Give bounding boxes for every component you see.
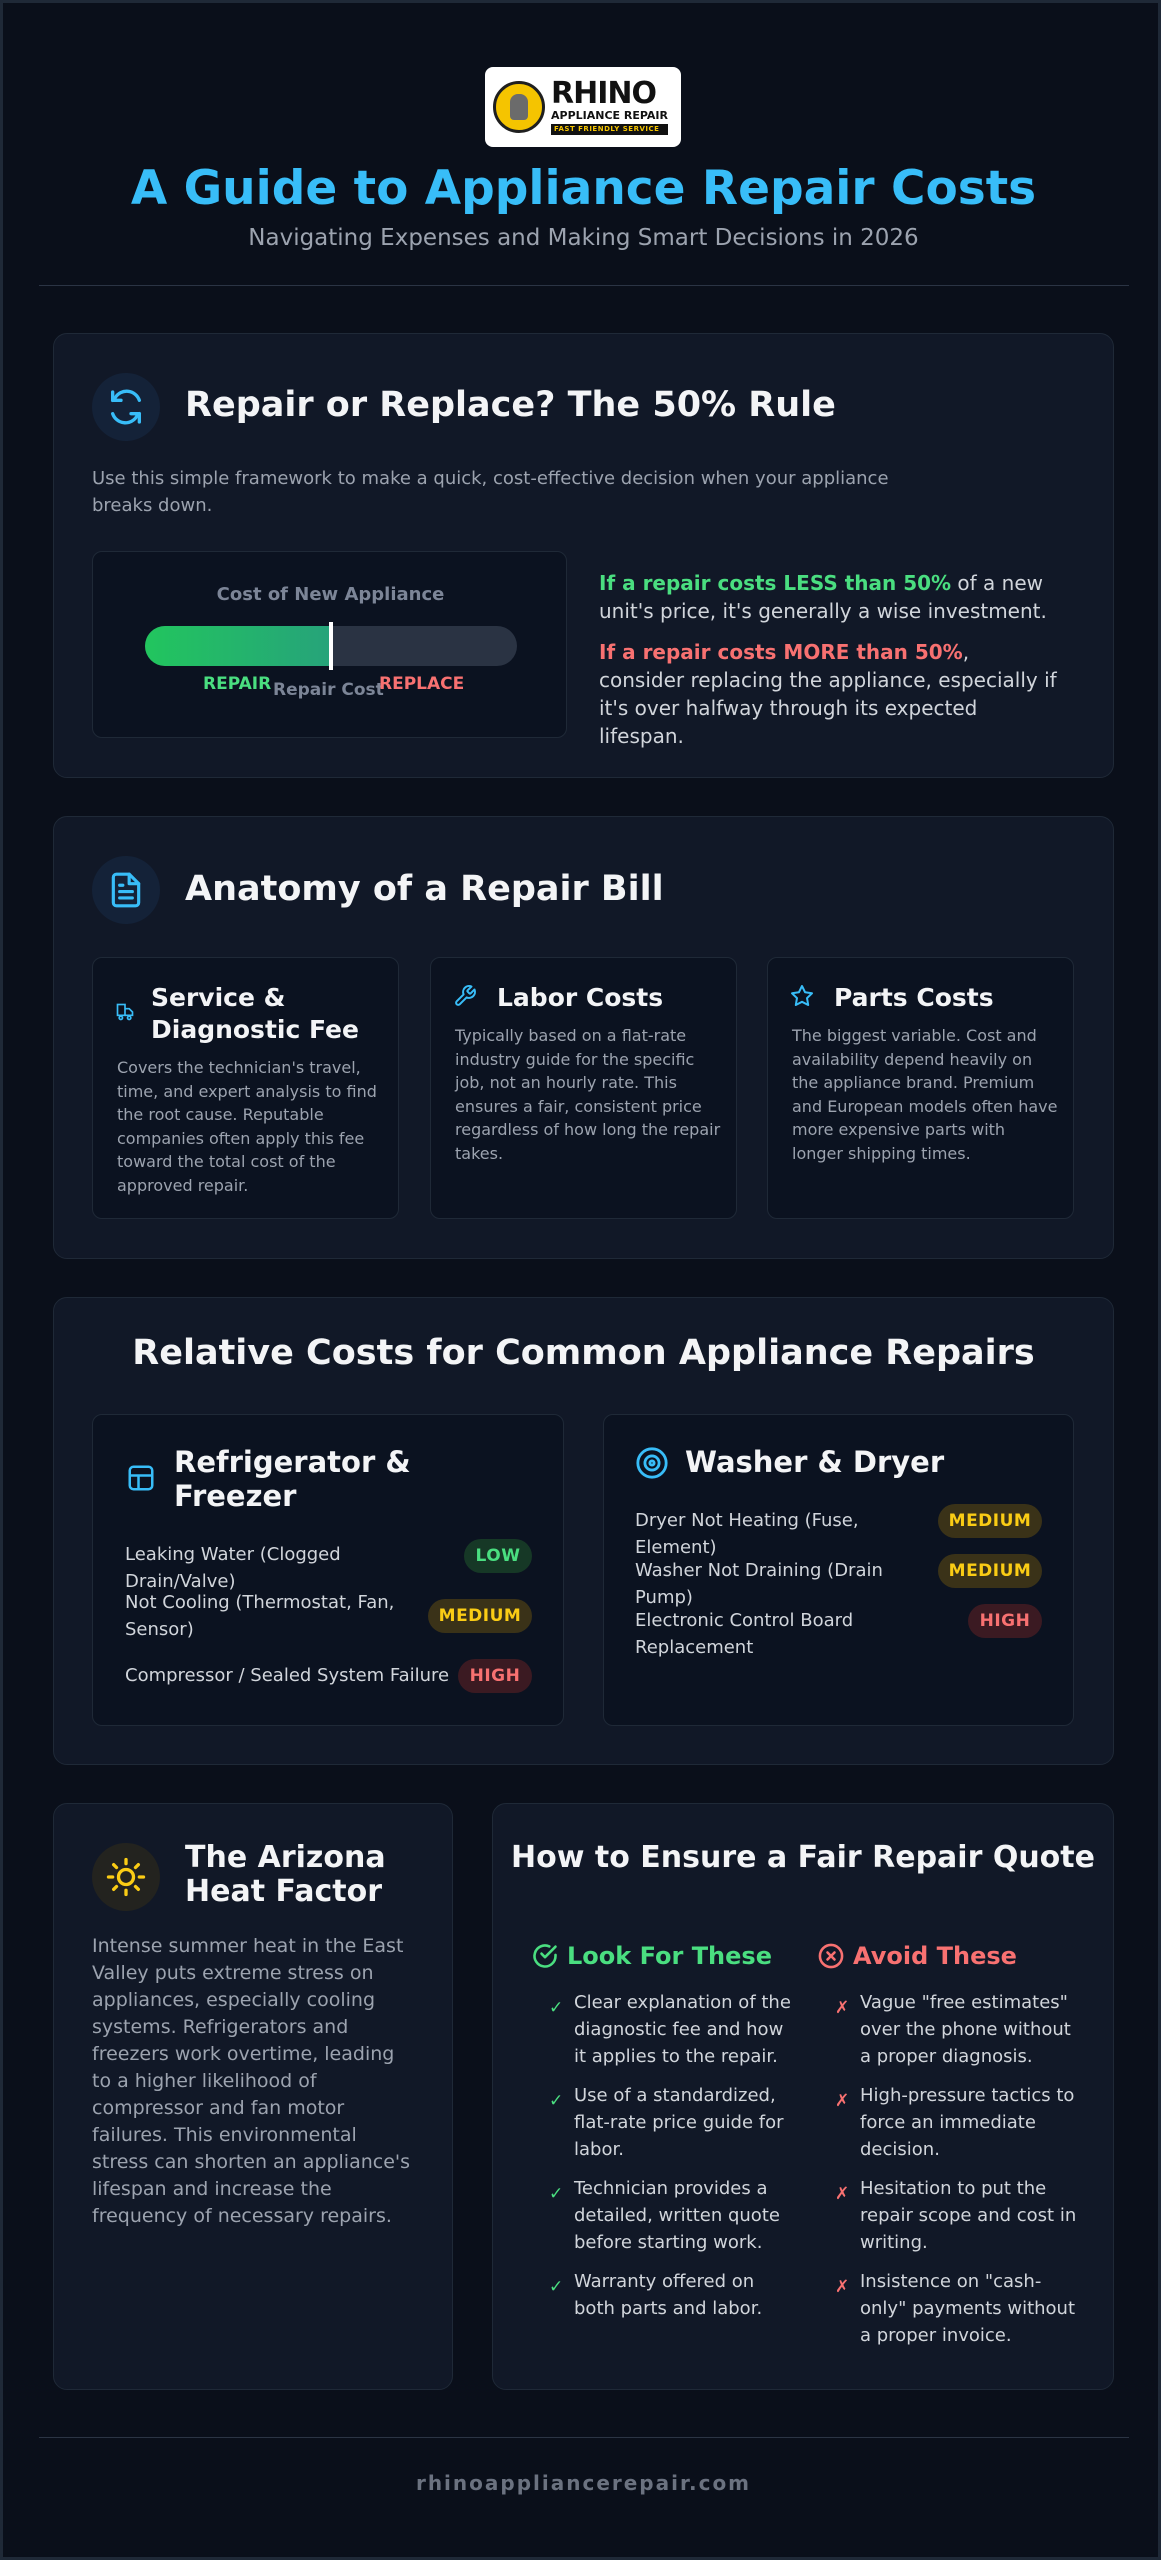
washer-icon xyxy=(635,1446,669,1484)
refresh-icon xyxy=(92,373,160,441)
rule-less-highlight: If a repair costs LESS than 50% xyxy=(599,571,952,595)
cost-bar-fill xyxy=(145,626,331,666)
page-title: A Guide to Appliance Repair Costs xyxy=(130,161,1037,216)
parts-costs-card xyxy=(767,957,1074,1219)
fair-quote-title: How to Ensure a Fair Repair Quote xyxy=(511,1840,1095,1875)
cross-icon: ✗ xyxy=(835,2091,850,2111)
parts-costs-title: Parts Costs xyxy=(834,983,994,1012)
check-icon: ✓ xyxy=(549,1998,564,2018)
fridge-row-label: Compressor / Sealed System Failure xyxy=(125,1665,450,1686)
labor-costs-title: Labor Costs xyxy=(497,983,664,1012)
rule-title: Repair or Replace? The 50% Rule xyxy=(185,385,836,425)
fridge-row-label: Leaking Water (Clogged Drain/Valve) xyxy=(125,1544,341,1592)
sun-icon xyxy=(92,1843,160,1911)
washer-row-label: Washer Not Draining (Drain Pump) xyxy=(635,1560,883,1608)
bar-top-label: Cost of New Appliance xyxy=(216,584,445,605)
labor-costs-card xyxy=(430,957,737,1219)
look-for-title: Look For These xyxy=(567,1942,772,1970)
rule-intro: Use this simple framework to make a quick, cost-effective decision when your appliance breaks down. xyxy=(92,468,889,516)
rule-more-rest: , consider replacing the appliance, especially if it's over halfway through its expected lifespan. xyxy=(599,640,1057,748)
page-subtitle: Navigating Expenses and Making Smart Decisions in 2026 xyxy=(248,225,919,251)
avoid-item: Vague "free estimates" over the phone without a proper diagnosis. xyxy=(860,1992,1071,2067)
logo-name: RHINO xyxy=(551,76,656,111)
avoid-title: Avoid These xyxy=(853,1942,1017,1970)
avoid-heading xyxy=(817,1942,1017,1970)
document-icon xyxy=(92,856,160,924)
bar-repair-label: REPAIR xyxy=(203,674,272,694)
rule-more-text xyxy=(599,638,1059,750)
avoid-item: Insistence on "cash-only" payments without a proper invoice. xyxy=(860,2271,1076,2346)
cross-icon: ✗ xyxy=(835,1998,850,2018)
footer-divider xyxy=(39,2437,1129,2438)
washer-title: Washer & Dryer xyxy=(685,1445,945,1479)
cost-badge: HIGH xyxy=(458,1659,532,1693)
check-circle-icon xyxy=(531,1942,559,1970)
rule-more-highlight: If a repair costs MORE than 50% xyxy=(599,640,963,664)
cross-icon: ✗ xyxy=(835,2277,850,2297)
rule-bar-box xyxy=(92,551,567,738)
fridge-title: Refrigerator & Freezer xyxy=(174,1445,411,1513)
arizona-heat-title: The Arizona Heat Factor xyxy=(185,1840,386,1909)
cost-badge: MEDIUM xyxy=(938,1504,1042,1538)
fridge-icon xyxy=(126,1463,156,1497)
fridge-row-label: Not Cooling (Thermostat, Fan, Sensor) xyxy=(125,1592,395,1640)
cost-badge: MEDIUM xyxy=(938,1554,1042,1588)
rule-less-text xyxy=(599,569,1059,625)
washer-row-label: Electronic Control Board Replacement xyxy=(635,1610,854,1658)
rule-less-rest: of a new unit's price, it's generally a wise investment. xyxy=(599,571,1047,623)
look-item: Technician provides a detailed, written quote before starting work. xyxy=(574,2178,780,2253)
cost-bar-marker xyxy=(329,622,333,670)
header-divider xyxy=(39,285,1129,286)
logo-tagline: FAST FRIENDLY SERVICE xyxy=(551,124,668,135)
rhino-mascot-icon xyxy=(493,81,545,133)
logo-sub: APPLIANCE REPAIR xyxy=(551,109,668,122)
footer-url[interactable]: rhinoappliancerepair.com xyxy=(415,2471,752,2495)
company-logo xyxy=(485,67,681,147)
cross-icon: ✗ xyxy=(835,2184,850,2204)
truck-icon xyxy=(115,1002,135,1026)
look-item: Use of a standardized, flat-rate price guide for labor. xyxy=(574,2085,784,2160)
avoid-item: Hesitation to put the repair scope and cost in writing. xyxy=(860,2178,1077,2253)
service-fee-title: Service & Diagnostic Fee xyxy=(151,983,359,1044)
check-icon: ✓ xyxy=(549,2091,564,2111)
anatomy-title: Anatomy of a Repair Bill xyxy=(185,869,664,909)
bar-replace-label: REPLACE xyxy=(379,674,465,694)
labor-costs-text: Typically based on a flat-rate industry guide for the specific job, not an hourly rate. This ensures a fair, consistent price regardless of how long the repair takes. xyxy=(455,1026,721,1163)
washer-row-label: Dryer Not Heating (Fuse, Element) xyxy=(635,1510,859,1558)
look-for-heading xyxy=(531,1942,772,1970)
cost-badge: MEDIUM xyxy=(428,1599,532,1633)
check-icon: ✓ xyxy=(549,2184,564,2204)
check-icon: ✓ xyxy=(549,2277,564,2297)
x-circle-icon xyxy=(817,1942,845,1970)
service-fee-card xyxy=(92,957,399,1219)
parts-costs-text: The biggest variable. Cost and availability depend heavily on the appliance brand. Premium and European models often have more expensive parts with longer shipping times. xyxy=(792,1026,1058,1163)
relative-costs-title: Relative Costs for Common Appliance Repairs xyxy=(132,1333,1035,1373)
star-icon xyxy=(790,984,814,1012)
service-fee-text: Covers the technician's travel, time, and expert analysis to find the root cause. Reputable companies often apply this fee toward the total cost of the approved repair. xyxy=(117,1058,377,1195)
avoid-item: High-pressure tactics to force an immediate decision. xyxy=(860,2085,1075,2160)
cost-badge: HIGH xyxy=(968,1604,1042,1638)
bar-cost-label: Repair Cost xyxy=(273,680,384,700)
wrench-icon xyxy=(453,984,477,1012)
look-item: Clear explanation of the diagnostic fee and how it applies to the repair. xyxy=(574,1992,791,2067)
look-item: Warranty offered on both parts and labor. xyxy=(574,2271,763,2319)
cost-badge: LOW xyxy=(464,1539,532,1573)
arizona-heat-text: Intense summer heat in the East Valley puts extreme stress on appliances, especially cooling systems. Refrigerators and freezers work overtime, leading to a higher likelihood of compressor and fan motor failures. This environmental stress can shorten an appliance's lifespan and increase the frequency of necessary repairs. xyxy=(92,1935,411,2227)
